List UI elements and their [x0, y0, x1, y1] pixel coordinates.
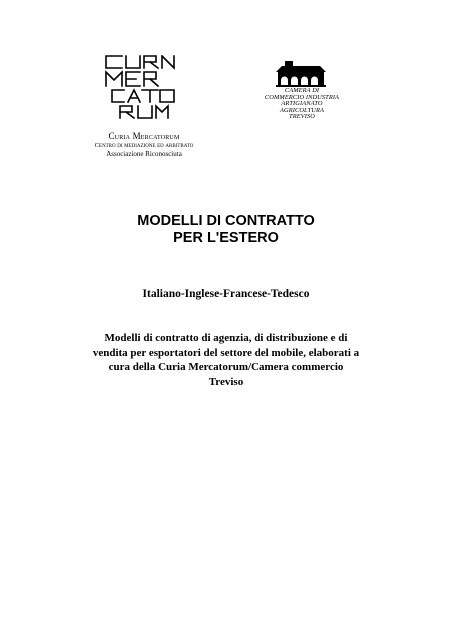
- curia-mercatorum-logo: [102, 52, 182, 120]
- description-line-2: vendita per esportatori del settore del mobile, elaborati a: [92, 346, 360, 359]
- document-description: [90, 331, 362, 389]
- organization-subtitle: Centro di mediazione ed arbitrato: [94, 142, 194, 149]
- organization-name: Curia Mercatorum: [108, 131, 180, 141]
- document-title: [0, 213, 452, 247]
- chamber-logo-lettering: CAMERA DI COMMERCIO INDUSTRIA ARTIGIANATO AGRICOLTURA TREVISO: [264, 87, 340, 121]
- organization-status: Associazione Riconosciuta: [106, 150, 182, 158]
- description-line-3: cura della Curia Mercatorum/Camera commercio: [108, 361, 344, 373]
- description-line-4: Treviso: [208, 375, 244, 388]
- languages-subtitle: Italiano-Inglese-Francese-Tedesco: [142, 288, 310, 300]
- left-logo-caption: [60, 132, 228, 159]
- title-line-1: MODELLI DI CONTRATTO: [137, 213, 315, 229]
- title-line-2: PER L'ESTERO: [173, 230, 279, 246]
- description-line-1: Modelli di contratto di agenzia, di distribuzione e di: [104, 332, 348, 344]
